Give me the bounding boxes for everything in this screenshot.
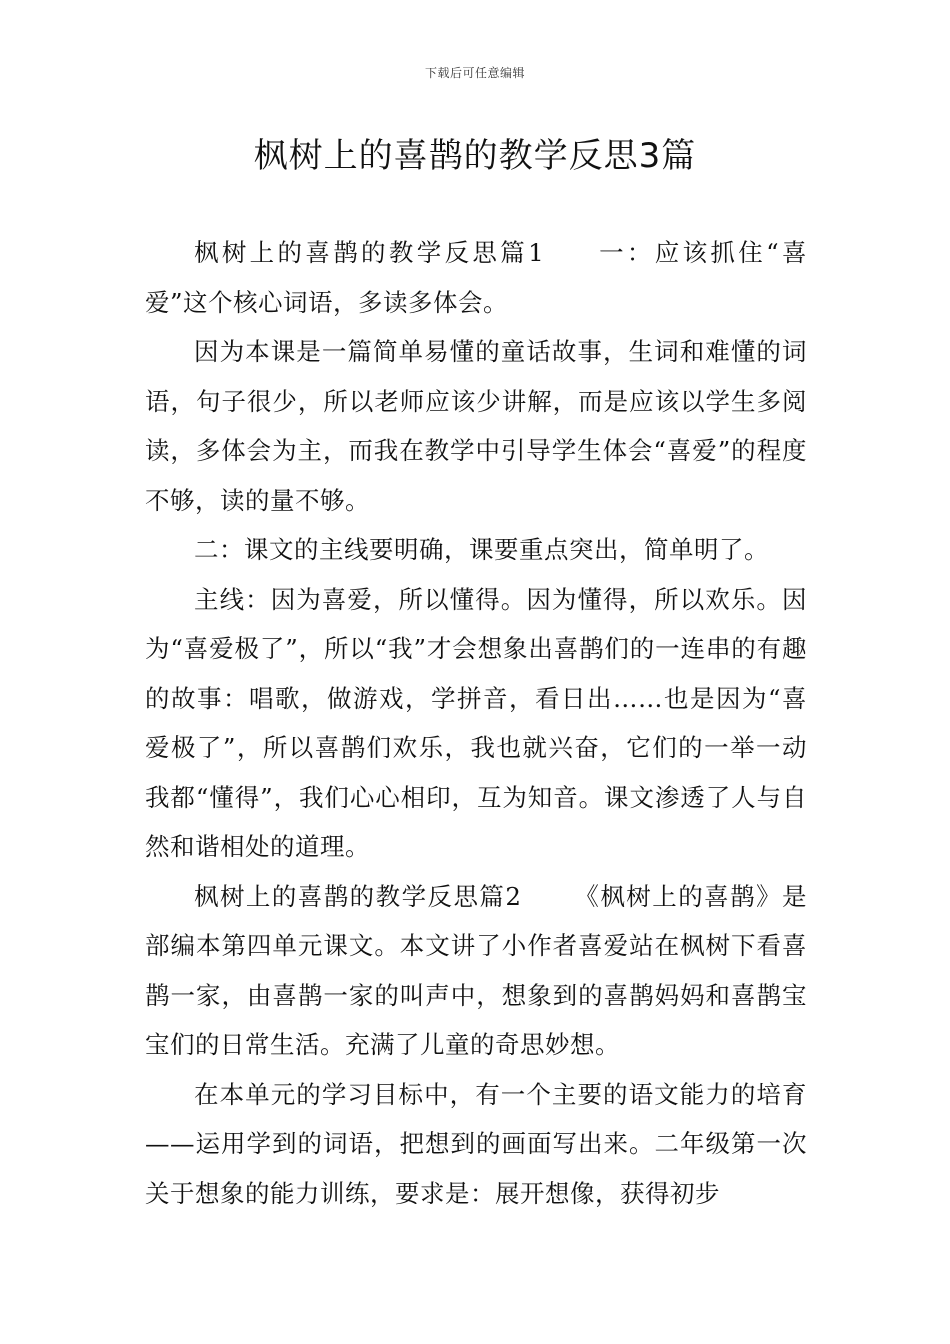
paragraph-text: 在本单元的学习目标中，有一个主要的语文能力的培育——运用学到的词语，把想到的画面写出来。二年级第一次关于想象的能力训练，要求是：展开想像，获得初步 <box>145 1079 807 1208</box>
document-title: 枫树上的喜鹊的教学反思3篇 <box>253 136 697 176</box>
paragraph-text: 一：应该抓住“喜爱”这个核心词语，多读多体会。 <box>145 238 807 317</box>
paragraph-text: 主线：因为喜爱，所以懂得。因为懂得，所以欢乐。因为“喜爱极了”，所以“我”才会想象出喜鹊们的一连串的有趣的故事：唱歌，做游戏，学拼音，看日出……也是因为“喜爱极了”，所以喜鹊们欢乐，我也就兴奋，它们的一举一动我都“懂得”，我们心心相印，互为知音。课文渗透了人与自然和谐相处的道理。 <box>145 584 807 861</box>
paragraph-text: 《枫树上的喜鹊》是部编本第四单元课文。本文讲了小作者喜爱站在枫树下看喜鹊一家，由喜鹊一家的叫声中，想象到的喜鹊妈妈和喜鹊宝宝们的日常生活。充满了儿童的奇思妙想。 <box>145 881 807 1059</box>
paragraph-4 <box>145 575 807 872</box>
paragraph-text: 因为本课是一篇简单易懂的童话故事，生词和难懂的词语，句子很少，所以老师应该少讲解，而是应该以学生多阅读，多体会为主，而我在教学中引导学生体会“喜爱”的程度不够，读的量不够。 <box>145 337 807 515</box>
section-heading-1: 枫树上的喜鹊的教学反思篇1 <box>194 238 545 267</box>
paragraph-1 <box>145 228 807 327</box>
paragraph-2 <box>145 327 807 525</box>
section-heading-2: 枫树上的喜鹊的教学反思篇2 <box>194 881 522 911</box>
paragraph-3 <box>145 525 807 575</box>
paragraph-5 <box>145 872 807 1070</box>
paragraph-6 <box>145 1070 807 1219</box>
paragraph-text: 二：课文的主线要明确，课要重点突出，简单明了。 <box>194 535 769 564</box>
header-note: 下载后可任意编辑 <box>424 66 525 80</box>
document-body <box>145 228 807 1218</box>
